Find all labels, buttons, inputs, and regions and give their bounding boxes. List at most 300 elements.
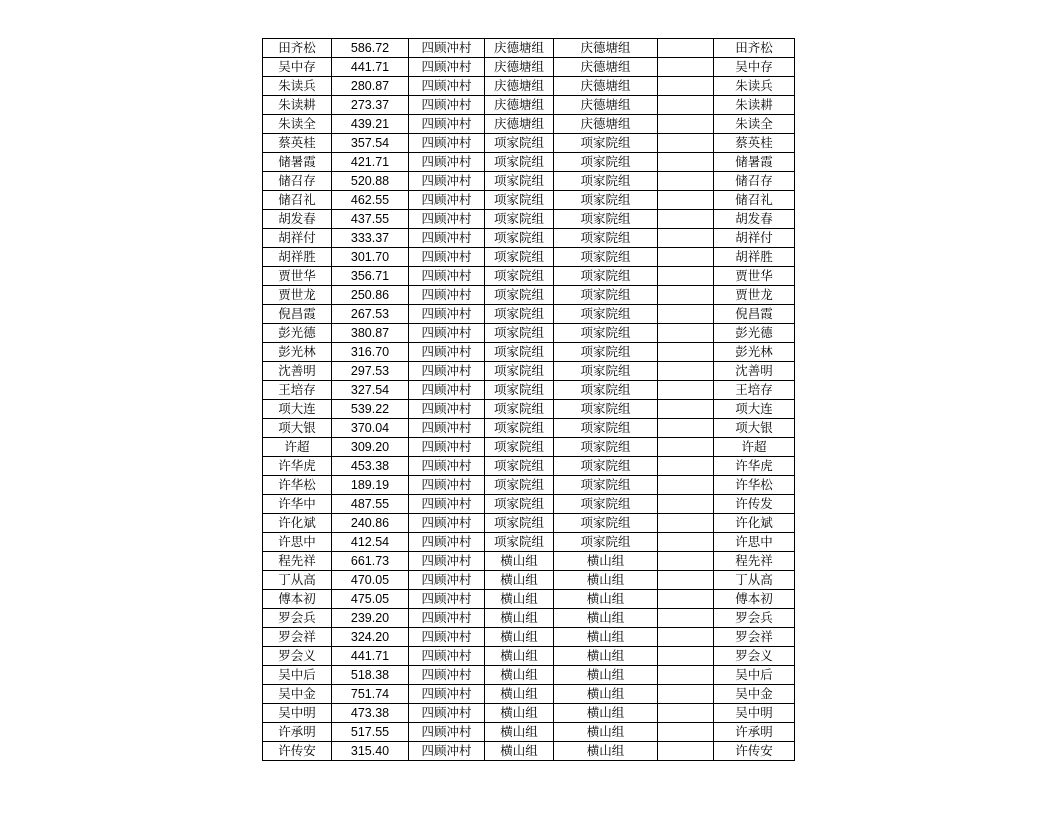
- group-cell-2: 横山组: [554, 628, 658, 647]
- blank-cell: [658, 153, 714, 172]
- village-cell: 四顾冲村: [409, 96, 485, 115]
- table-row: [263, 666, 795, 685]
- name-cell-2: 贾世龙: [714, 286, 795, 305]
- area-cell: 518.38: [332, 666, 409, 685]
- table-body: [263, 39, 795, 761]
- name-cell: 王培存: [263, 381, 332, 400]
- name-cell-2: 丁从高: [714, 571, 795, 590]
- group-cell-2: 项家院组: [554, 267, 658, 286]
- name-cell-2: 沈善明: [714, 362, 795, 381]
- group-cell-2: 庆德塘组: [554, 96, 658, 115]
- group-cell: 项家院组: [485, 476, 554, 495]
- group-cell-2: 项家院组: [554, 495, 658, 514]
- group-cell: 项家院组: [485, 324, 554, 343]
- group-cell: 项家院组: [485, 514, 554, 533]
- village-cell: 四顾冲村: [409, 419, 485, 438]
- table-row: [263, 39, 795, 58]
- name-cell-2: 蔡英桂: [714, 134, 795, 153]
- name-cell-2: 罗会兵: [714, 609, 795, 628]
- table-row: [263, 685, 795, 704]
- area-cell: 327.54: [332, 381, 409, 400]
- area-cell: 356.71: [332, 267, 409, 286]
- name-cell: 许超: [263, 438, 332, 457]
- group-cell: 项家院组: [485, 229, 554, 248]
- group-cell: 项家院组: [485, 533, 554, 552]
- group-cell: 项家院组: [485, 191, 554, 210]
- area-cell: 280.87: [332, 77, 409, 96]
- name-cell: 吴中后: [263, 666, 332, 685]
- blank-cell: [658, 210, 714, 229]
- blank-cell: [658, 514, 714, 533]
- group-cell: 庆德塘组: [485, 77, 554, 96]
- area-cell: 586.72: [332, 39, 409, 58]
- group-cell-2: 项家院组: [554, 153, 658, 172]
- table-row: [263, 476, 795, 495]
- group-cell-2: 项家院组: [554, 172, 658, 191]
- village-cell: 四顾冲村: [409, 400, 485, 419]
- name-cell: 许华松: [263, 476, 332, 495]
- name-cell-2: 项大银: [714, 419, 795, 438]
- group-cell: 横山组: [485, 590, 554, 609]
- name-cell: 储召礼: [263, 191, 332, 210]
- group-cell-2: 项家院组: [554, 210, 658, 229]
- table-row: [263, 134, 795, 153]
- area-cell: 301.70: [332, 248, 409, 267]
- table-row: [263, 400, 795, 419]
- group-cell: 项家院组: [485, 305, 554, 324]
- group-cell: 庆德塘组: [485, 115, 554, 134]
- group-cell: 项家院组: [485, 343, 554, 362]
- area-cell: 357.54: [332, 134, 409, 153]
- name-cell-2: 朱读耕: [714, 96, 795, 115]
- group-cell-2: 项家院组: [554, 514, 658, 533]
- group-cell: 项家院组: [485, 495, 554, 514]
- village-cell: 四顾冲村: [409, 134, 485, 153]
- name-cell: 吴中存: [263, 58, 332, 77]
- group-cell-2: 项家院组: [554, 533, 658, 552]
- name-cell: 程先祥: [263, 552, 332, 571]
- group-cell-2: 庆德塘组: [554, 39, 658, 58]
- group-cell: 横山组: [485, 742, 554, 761]
- name-cell: 倪昌霞: [263, 305, 332, 324]
- blank-cell: [658, 286, 714, 305]
- table-row: [263, 210, 795, 229]
- group-cell: 项家院组: [485, 248, 554, 267]
- area-cell: 267.53: [332, 305, 409, 324]
- area-cell: 453.38: [332, 457, 409, 476]
- village-cell: 四顾冲村: [409, 77, 485, 96]
- village-cell: 四顾冲村: [409, 647, 485, 666]
- area-cell: 189.19: [332, 476, 409, 495]
- name-cell: 贾世龙: [263, 286, 332, 305]
- name-cell: 罗会兵: [263, 609, 332, 628]
- table-row: [263, 153, 795, 172]
- table-row: [263, 590, 795, 609]
- area-cell: 441.71: [332, 58, 409, 77]
- table-row: [263, 305, 795, 324]
- name-cell: 罗会义: [263, 647, 332, 666]
- name-cell-2: 彭光林: [714, 343, 795, 362]
- area-cell: 315.40: [332, 742, 409, 761]
- name-cell: 许华中: [263, 495, 332, 514]
- group-cell-2: 庆德塘组: [554, 115, 658, 134]
- village-cell: 四顾冲村: [409, 229, 485, 248]
- area-cell: 370.04: [332, 419, 409, 438]
- blank-cell: [658, 343, 714, 362]
- name-cell-2: 许思中: [714, 533, 795, 552]
- village-cell: 四顾冲村: [409, 324, 485, 343]
- group-cell: 项家院组: [485, 438, 554, 457]
- blank-cell: [658, 172, 714, 191]
- name-cell: 胡祥胜: [263, 248, 332, 267]
- table-row: [263, 742, 795, 761]
- name-cell-2: 储召礼: [714, 191, 795, 210]
- blank-cell: [658, 324, 714, 343]
- name-cell: 许化斌: [263, 514, 332, 533]
- blank-cell: [658, 457, 714, 476]
- name-cell: 田齐松: [263, 39, 332, 58]
- name-cell: 许承明: [263, 723, 332, 742]
- blank-cell: [658, 58, 714, 77]
- name-cell: 吴中明: [263, 704, 332, 723]
- name-cell-2: 程先祥: [714, 552, 795, 571]
- name-cell: 许华虎: [263, 457, 332, 476]
- village-cell: 四顾冲村: [409, 723, 485, 742]
- blank-cell: [658, 685, 714, 704]
- table-row: [263, 723, 795, 742]
- table-row: [263, 495, 795, 514]
- area-cell: 661.73: [332, 552, 409, 571]
- group-cell: 项家院组: [485, 457, 554, 476]
- name-cell-2: 胡祥付: [714, 229, 795, 248]
- blank-cell: [658, 628, 714, 647]
- village-cell: 四顾冲村: [409, 495, 485, 514]
- area-cell: 475.05: [332, 590, 409, 609]
- village-cell: 四顾冲村: [409, 115, 485, 134]
- name-cell: 储召存: [263, 172, 332, 191]
- blank-cell: [658, 305, 714, 324]
- blank-cell: [658, 362, 714, 381]
- area-cell: 380.87: [332, 324, 409, 343]
- name-cell: 项大连: [263, 400, 332, 419]
- village-cell: 四顾冲村: [409, 552, 485, 571]
- name-cell: 罗会祥: [263, 628, 332, 647]
- table-row: [263, 343, 795, 362]
- area-cell: 473.38: [332, 704, 409, 723]
- village-cell: 四顾冲村: [409, 343, 485, 362]
- village-cell: 四顾冲村: [409, 704, 485, 723]
- group-cell: 横山组: [485, 685, 554, 704]
- blank-cell: [658, 191, 714, 210]
- table-row: [263, 552, 795, 571]
- table-row: [263, 362, 795, 381]
- table-row: [263, 647, 795, 666]
- name-cell-2: 许传发: [714, 495, 795, 514]
- table-row: [263, 96, 795, 115]
- group-cell-2: 项家院组: [554, 438, 658, 457]
- area-cell: 239.20: [332, 609, 409, 628]
- blank-cell: [658, 704, 714, 723]
- group-cell-2: 项家院组: [554, 457, 658, 476]
- village-cell: 四顾冲村: [409, 685, 485, 704]
- name-cell-2: 吴中后: [714, 666, 795, 685]
- group-cell-2: 横山组: [554, 609, 658, 628]
- group-cell-2: 项家院组: [554, 476, 658, 495]
- area-cell: 316.70: [332, 343, 409, 362]
- group-cell: 项家院组: [485, 286, 554, 305]
- area-cell: 751.74: [332, 685, 409, 704]
- name-cell-2: 许华虎: [714, 457, 795, 476]
- village-cell: 四顾冲村: [409, 39, 485, 58]
- table-row: [263, 419, 795, 438]
- group-cell-2: 项家院组: [554, 381, 658, 400]
- table-row: [263, 77, 795, 96]
- area-cell: 240.86: [332, 514, 409, 533]
- group-cell: 横山组: [485, 666, 554, 685]
- name-cell: 丁从高: [263, 571, 332, 590]
- area-cell: 273.37: [332, 96, 409, 115]
- village-cell: 四顾冲村: [409, 362, 485, 381]
- group-cell: 项家院组: [485, 419, 554, 438]
- table-row: [263, 248, 795, 267]
- blank-cell: [658, 495, 714, 514]
- name-cell-2: 许华松: [714, 476, 795, 495]
- group-cell-2: 庆德塘组: [554, 77, 658, 96]
- area-cell: 297.53: [332, 362, 409, 381]
- group-cell-2: 横山组: [554, 590, 658, 609]
- village-cell: 四顾冲村: [409, 438, 485, 457]
- name-cell: 彭光林: [263, 343, 332, 362]
- group-cell: 庆德塘组: [485, 39, 554, 58]
- name-cell-2: 傅本初: [714, 590, 795, 609]
- group-cell-2: 横山组: [554, 552, 658, 571]
- group-cell: 项家院组: [485, 172, 554, 191]
- group-cell: 横山组: [485, 647, 554, 666]
- group-cell-2: 项家院组: [554, 229, 658, 248]
- name-cell: 胡发春: [263, 210, 332, 229]
- name-cell-2: 胡发春: [714, 210, 795, 229]
- village-cell: 四顾冲村: [409, 191, 485, 210]
- group-cell: 项家院组: [485, 381, 554, 400]
- group-cell-2: 项家院组: [554, 248, 658, 267]
- group-cell-2: 横山组: [554, 685, 658, 704]
- group-cell-2: 横山组: [554, 723, 658, 742]
- table-row: [263, 286, 795, 305]
- village-cell: 四顾冲村: [409, 153, 485, 172]
- group-cell: 项家院组: [485, 400, 554, 419]
- village-cell: 四顾冲村: [409, 533, 485, 552]
- area-cell: 539.22: [332, 400, 409, 419]
- group-cell-2: 项家院组: [554, 324, 658, 343]
- name-cell: 胡祥付: [263, 229, 332, 248]
- name-cell: 傅本初: [263, 590, 332, 609]
- village-cell: 四顾冲村: [409, 628, 485, 647]
- name-cell-2: 朱读兵: [714, 77, 795, 96]
- name-cell-2: 倪昌霞: [714, 305, 795, 324]
- group-cell-2: 项家院组: [554, 419, 658, 438]
- blank-cell: [658, 229, 714, 248]
- name-cell-2: 许承明: [714, 723, 795, 742]
- group-cell: 横山组: [485, 609, 554, 628]
- name-cell: 彭光德: [263, 324, 332, 343]
- village-cell: 四顾冲村: [409, 267, 485, 286]
- name-cell-2: 胡祥胜: [714, 248, 795, 267]
- name-cell-2: 许化斌: [714, 514, 795, 533]
- group-cell: 横山组: [485, 723, 554, 742]
- village-cell: 四顾冲村: [409, 248, 485, 267]
- blank-cell: [658, 77, 714, 96]
- name-cell-2: 吴中明: [714, 704, 795, 723]
- group-cell-2: 项家院组: [554, 305, 658, 324]
- blank-cell: [658, 381, 714, 400]
- area-cell: 333.37: [332, 229, 409, 248]
- table-row: [263, 609, 795, 628]
- village-cell: 四顾冲村: [409, 514, 485, 533]
- blank-cell: [658, 609, 714, 628]
- table-row: [263, 115, 795, 134]
- group-cell-2: 项家院组: [554, 134, 658, 153]
- name-cell: 蔡英桂: [263, 134, 332, 153]
- group-cell-2: 项家院组: [554, 286, 658, 305]
- area-cell: 441.71: [332, 647, 409, 666]
- table-row: [263, 324, 795, 343]
- name-cell: 许传安: [263, 742, 332, 761]
- name-cell: 贾世华: [263, 267, 332, 286]
- table-row: [263, 571, 795, 590]
- village-cell: 四顾冲村: [409, 476, 485, 495]
- area-cell: 324.20: [332, 628, 409, 647]
- name-cell-2: 朱读全: [714, 115, 795, 134]
- blank-cell: [658, 552, 714, 571]
- group-cell-2: 横山组: [554, 742, 658, 761]
- area-cell: 309.20: [332, 438, 409, 457]
- table-row: [263, 267, 795, 286]
- name-cell: 朱读兵: [263, 77, 332, 96]
- area-cell: 470.05: [332, 571, 409, 590]
- name-cell: 朱读耕: [263, 96, 332, 115]
- group-cell-2: 项家院组: [554, 343, 658, 362]
- name-cell-2: 储暑霞: [714, 153, 795, 172]
- name-cell: 许思中: [263, 533, 332, 552]
- name-cell-2: 吴中存: [714, 58, 795, 77]
- table-row: [263, 229, 795, 248]
- name-cell-2: 罗会祥: [714, 628, 795, 647]
- name-cell-2: 王培存: [714, 381, 795, 400]
- blank-cell: [658, 267, 714, 286]
- table-row: [263, 172, 795, 191]
- name-cell-2: 罗会义: [714, 647, 795, 666]
- village-cell: 四顾冲村: [409, 58, 485, 77]
- blank-cell: [658, 115, 714, 134]
- group-cell-2: 项家院组: [554, 191, 658, 210]
- blank-cell: [658, 571, 714, 590]
- blank-cell: [658, 96, 714, 115]
- name-cell-2: 许超: [714, 438, 795, 457]
- village-cell: 四顾冲村: [409, 457, 485, 476]
- village-cell: 四顾冲村: [409, 666, 485, 685]
- group-cell-2: 横山组: [554, 571, 658, 590]
- area-cell: 412.54: [332, 533, 409, 552]
- blank-cell: [658, 248, 714, 267]
- village-cell: 四顾冲村: [409, 609, 485, 628]
- blank-cell: [658, 400, 714, 419]
- village-cell: 四顾冲村: [409, 305, 485, 324]
- name-cell-2: 吴中金: [714, 685, 795, 704]
- name-cell-2: 储召存: [714, 172, 795, 191]
- blank-cell: [658, 476, 714, 495]
- table-row: [263, 191, 795, 210]
- group-cell-2: 项家院组: [554, 362, 658, 381]
- name-cell: 朱读全: [263, 115, 332, 134]
- village-cell: 四顾冲村: [409, 381, 485, 400]
- village-cell: 四顾冲村: [409, 286, 485, 305]
- group-cell: 横山组: [485, 571, 554, 590]
- blank-cell: [658, 590, 714, 609]
- area-cell: 517.55: [332, 723, 409, 742]
- table-row: [263, 514, 795, 533]
- group-cell: 项家院组: [485, 210, 554, 229]
- name-cell-2: 许传安: [714, 742, 795, 761]
- group-cell-2: 庆德塘组: [554, 58, 658, 77]
- table-row: [263, 457, 795, 476]
- table-row: [263, 533, 795, 552]
- village-cell: 四顾冲村: [409, 742, 485, 761]
- name-cell: 沈善明: [263, 362, 332, 381]
- name-cell-2: 彭光德: [714, 324, 795, 343]
- blank-cell: [658, 533, 714, 552]
- group-cell: 横山组: [485, 704, 554, 723]
- area-cell: 520.88: [332, 172, 409, 191]
- table-row: [263, 704, 795, 723]
- area-cell: 437.55: [332, 210, 409, 229]
- blank-cell: [658, 39, 714, 58]
- blank-cell: [658, 438, 714, 457]
- area-cell: 487.55: [332, 495, 409, 514]
- group-cell: 庆德塘组: [485, 58, 554, 77]
- name-cell-2: 田齐松: [714, 39, 795, 58]
- group-cell: 项家院组: [485, 134, 554, 153]
- blank-cell: [658, 723, 714, 742]
- table-row: [263, 628, 795, 647]
- table-row: [263, 381, 795, 400]
- area-cell: 421.71: [332, 153, 409, 172]
- name-cell: 吴中金: [263, 685, 332, 704]
- village-cell: 四顾冲村: [409, 172, 485, 191]
- data-table: [262, 38, 795, 761]
- area-cell: 439.21: [332, 115, 409, 134]
- group-cell-2: 项家院组: [554, 400, 658, 419]
- group-cell: 横山组: [485, 552, 554, 571]
- group-cell: 横山组: [485, 628, 554, 647]
- blank-cell: [658, 134, 714, 153]
- name-cell-2: 项大连: [714, 400, 795, 419]
- area-cell: 462.55: [332, 191, 409, 210]
- village-cell: 四顾冲村: [409, 571, 485, 590]
- area-cell: 250.86: [332, 286, 409, 305]
- group-cell-2: 横山组: [554, 647, 658, 666]
- name-cell: 项大银: [263, 419, 332, 438]
- blank-cell: [658, 666, 714, 685]
- group-cell: 项家院组: [485, 362, 554, 381]
- blank-cell: [658, 647, 714, 666]
- table-row: [263, 58, 795, 77]
- village-cell: 四顾冲村: [409, 210, 485, 229]
- name-cell: 储暑霞: [263, 153, 332, 172]
- group-cell: 项家院组: [485, 153, 554, 172]
- village-cell: 四顾冲村: [409, 590, 485, 609]
- table-row: [263, 438, 795, 457]
- group-cell-2: 横山组: [554, 666, 658, 685]
